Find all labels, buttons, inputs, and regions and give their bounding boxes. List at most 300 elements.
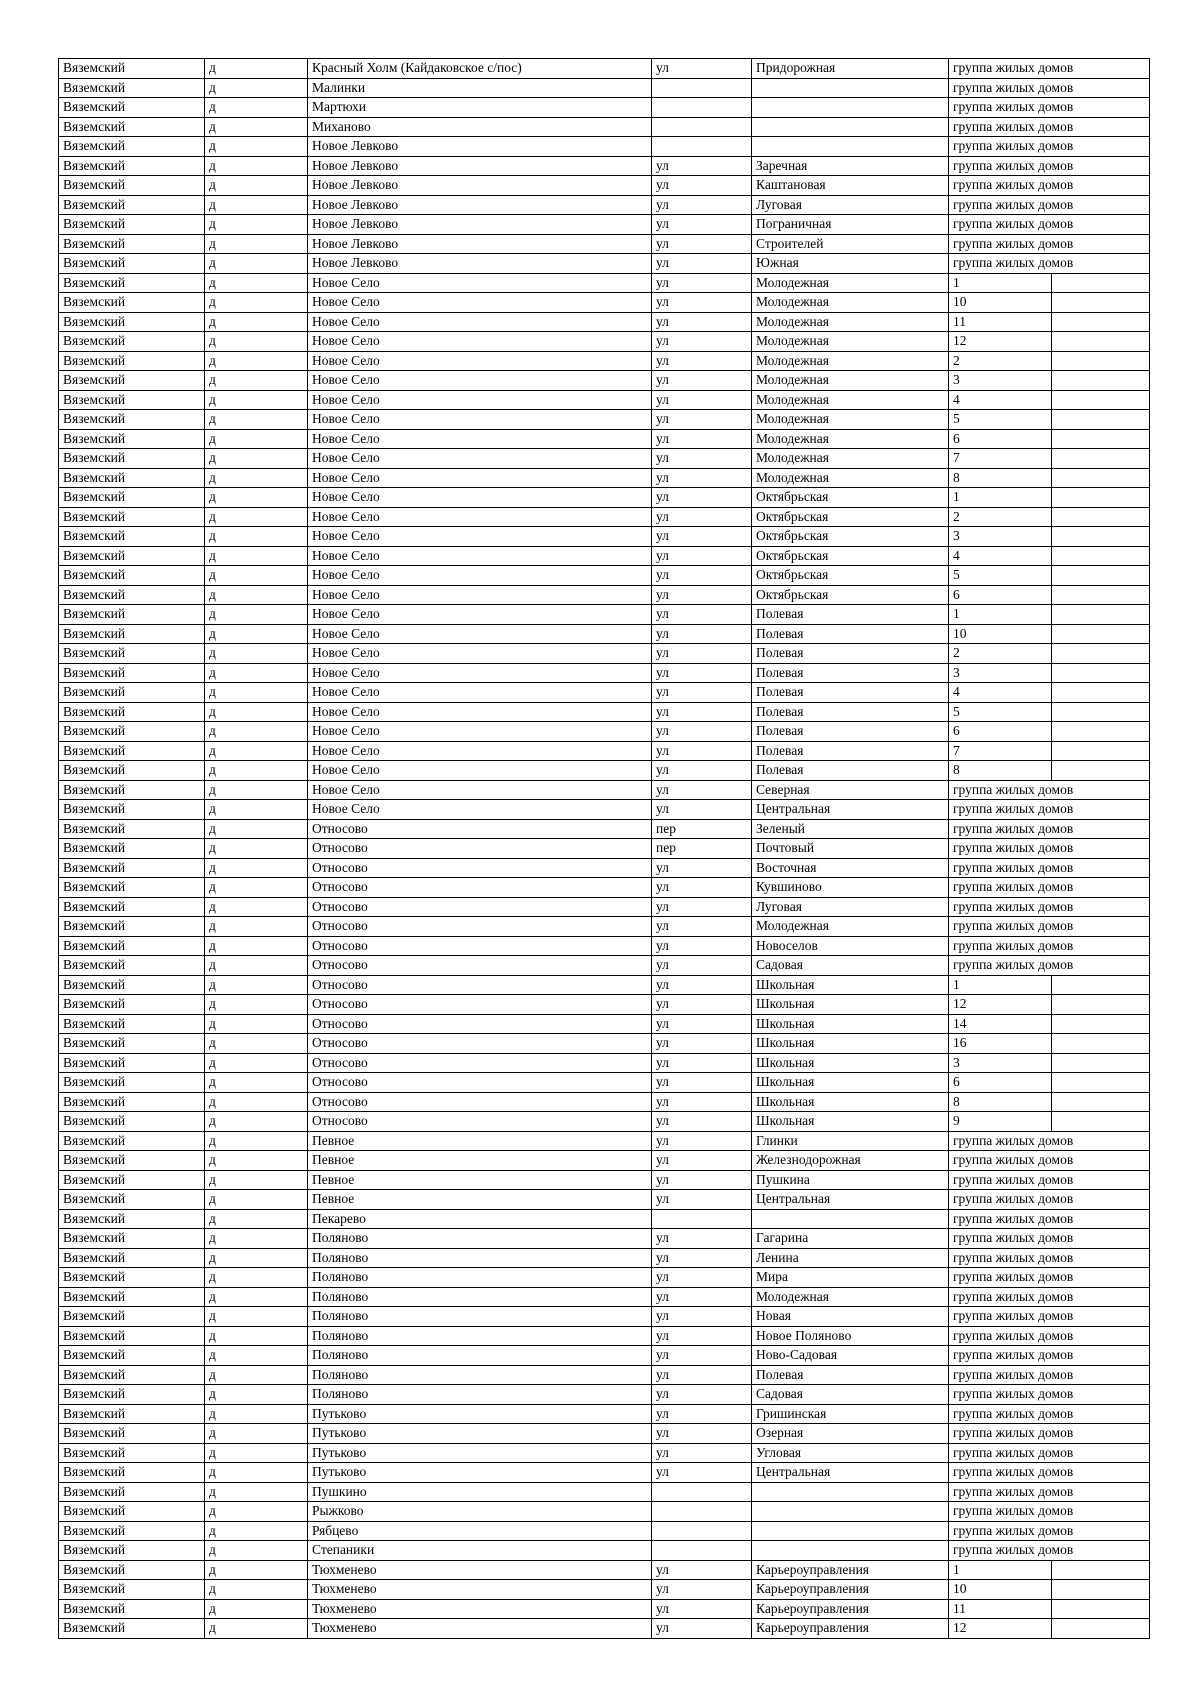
street-cell: Молодежная [752,917,949,937]
table-row [59,488,1150,508]
table-row [59,878,1150,898]
settlement-type-cell: д [205,78,308,98]
settlement-type-cell: д [205,1599,308,1619]
table-row [59,1307,1150,1327]
table-row [59,975,1150,995]
street-cell: Садовая [752,1385,949,1405]
house-number-cell: 8 [949,761,1052,781]
district-cell: Вяземский [59,1053,205,1073]
house-group-cell: группа жилых домов [949,1170,1150,1190]
table-row [59,234,1150,254]
empty-cell [1052,761,1150,781]
table-row [59,1190,1150,1210]
street-type-cell: ул [652,995,752,1015]
house-group-cell: группа жилых домов [949,195,1150,215]
empty-cell [1052,975,1150,995]
table-row [59,858,1150,878]
street-type-cell: ул [652,605,752,625]
house-number-cell: 12 [949,1619,1052,1639]
settlement-cell: Относово [308,975,652,995]
street-type-cell: ул [652,488,752,508]
table-row [59,566,1150,586]
district-cell: Вяземский [59,1541,205,1561]
settlement-type-cell: д [205,195,308,215]
house-number-cell: 1 [949,605,1052,625]
district-cell: Вяземский [59,644,205,664]
street-type-cell: ул [652,195,752,215]
settlement-type-cell: д [205,410,308,430]
house-group-cell: группа жилых домов [949,1346,1150,1366]
street-cell: Молодежная [752,312,949,332]
street-type-cell: ул [652,527,752,547]
street-cell: Полевая [752,624,949,644]
house-group-cell: группа жилых домов [949,1521,1150,1541]
house-number-cell: 9 [949,1112,1052,1132]
street-type-cell: ул [652,1463,752,1483]
house-group-cell: группа жилых домов [949,215,1150,235]
settlement-cell: Новое Левково [308,254,652,274]
street-cell [752,98,949,118]
house-number-cell: 3 [949,663,1052,683]
house-number-cell: 3 [949,371,1052,391]
settlement-type-cell: д [205,371,308,391]
settlement-cell: Поляново [308,1307,652,1327]
settlement-type-cell: д [205,1073,308,1093]
settlement-cell: Певное [308,1131,652,1151]
street-type-cell: ул [652,702,752,722]
settlement-type-cell: д [205,527,308,547]
settlement-type-cell: д [205,117,308,137]
settlement-type-cell: д [205,234,308,254]
empty-cell [1052,702,1150,722]
settlement-type-cell: д [205,312,308,332]
settlement-cell: Путьково [308,1463,652,1483]
street-type-cell: ул [652,312,752,332]
settlement-type-cell: д [205,644,308,664]
street-type-cell: ул [652,468,752,488]
table-row [59,1385,1150,1405]
street-type-cell: ул [652,1560,752,1580]
street-type-cell: ул [652,1092,752,1112]
house-number-cell: 11 [949,1599,1052,1619]
district-cell: Вяземский [59,858,205,878]
table-row [59,917,1150,937]
street-type-cell: ул [652,156,752,176]
table-row [59,273,1150,293]
district-cell: Вяземский [59,1385,205,1405]
district-cell: Вяземский [59,546,205,566]
settlement-type-cell: д [205,59,308,79]
district-cell: Вяземский [59,1268,205,1288]
house-group-cell: группа жилых домов [949,1482,1150,1502]
settlement-cell: Относово [308,1014,652,1034]
street-cell: Октябрьская [752,566,949,586]
settlement-cell: Поляново [308,1287,652,1307]
street-type-cell: ул [652,1073,752,1093]
empty-cell [1052,312,1150,332]
house-group-cell: группа жилых домов [949,1404,1150,1424]
table-row [59,605,1150,625]
street-type-cell: ул [652,956,752,976]
district-cell: Вяземский [59,371,205,391]
settlement-cell: Новое Село [308,390,652,410]
street-cell [752,137,949,157]
table-row [59,390,1150,410]
table-row [59,1560,1150,1580]
settlement-cell: Мартюхи [308,98,652,118]
house-group-cell: группа жилых домов [949,156,1150,176]
settlement-type-cell: д [205,390,308,410]
settlement-cell: Относово [308,995,652,1015]
empty-cell [1052,371,1150,391]
street-type-cell: ул [652,1346,752,1366]
street-type-cell: пер [652,819,752,839]
house-number-cell: 5 [949,410,1052,430]
street-type-cell: ул [652,936,752,956]
settlement-type-cell: д [205,1619,308,1639]
district-cell: Вяземский [59,488,205,508]
district-cell: Вяземский [59,59,205,79]
street-type-cell: ул [652,1170,752,1190]
table-row [59,156,1150,176]
street-type-cell: ул [652,585,752,605]
district-cell: Вяземский [59,702,205,722]
settlement-type-cell: д [205,585,308,605]
district-cell: Вяземский [59,254,205,274]
street-type-cell: ул [652,761,752,781]
street-type-cell: ул [652,234,752,254]
house-number-cell: 1 [949,488,1052,508]
street-type-cell: ул [652,59,752,79]
settlement-cell: Тюхменево [308,1580,652,1600]
street-type-cell: ул [652,1034,752,1054]
district-cell: Вяземский [59,215,205,235]
district-cell: Вяземский [59,780,205,800]
street-type-cell [652,1482,752,1502]
house-group-cell: группа жилых домов [949,137,1150,157]
street-cell: Полевая [752,702,949,722]
settlement-cell: Новое Село [308,429,652,449]
table-row [59,410,1150,430]
district-cell: Вяземский [59,117,205,137]
street-cell: Школьная [752,1112,949,1132]
house-group-cell: группа жилых домов [949,936,1150,956]
district-cell: Вяземский [59,995,205,1015]
district-cell: Вяземский [59,1502,205,1522]
settlement-cell: Относово [308,1034,652,1054]
table-row [59,1463,1150,1483]
house-group-cell: группа жилых домов [949,839,1150,859]
street-type-cell: ул [652,332,752,352]
house-number-cell: 6 [949,429,1052,449]
street-type-cell: ул [652,1229,752,1249]
settlement-type-cell: д [205,507,308,527]
table-row [59,663,1150,683]
table-row [59,624,1150,644]
street-cell: Полевая [752,741,949,761]
house-number-cell: 2 [949,644,1052,664]
district-cell: Вяземский [59,1190,205,1210]
table-row [59,1443,1150,1463]
house-group-cell: группа жилых домов [949,1365,1150,1385]
settlement-cell: Новое Село [308,644,652,664]
table-row [59,644,1150,664]
house-number-cell: 16 [949,1034,1052,1054]
empty-cell [1052,449,1150,469]
empty-cell [1052,351,1150,371]
house-number-cell: 10 [949,1580,1052,1600]
house-number-cell: 7 [949,741,1052,761]
house-number-cell: 10 [949,624,1052,644]
district-cell: Вяземский [59,936,205,956]
table-row [59,546,1150,566]
street-cell: Глинки [752,1131,949,1151]
street-cell: Карьероуправления [752,1580,949,1600]
settlement-type-cell: д [205,254,308,274]
district-cell: Вяземский [59,683,205,703]
settlement-type-cell: д [205,1053,308,1073]
house-number-cell: 4 [949,546,1052,566]
street-type-cell: ул [652,722,752,742]
settlement-type-cell: д [205,1385,308,1405]
district-cell: Вяземский [59,1287,205,1307]
table-row [59,780,1150,800]
table-row [59,702,1150,722]
settlement-cell: Новое Село [308,702,652,722]
empty-cell [1052,605,1150,625]
street-type-cell: ул [652,254,752,274]
district-cell: Вяземский [59,1151,205,1171]
street-cell: Школьная [752,1053,949,1073]
district-cell: Вяземский [59,1346,205,1366]
table-row [59,1482,1150,1502]
table-row [59,98,1150,118]
street-cell: Полевая [752,663,949,683]
district-cell: Вяземский [59,156,205,176]
street-cell: Октябрьская [752,527,949,547]
table-row [59,1404,1150,1424]
street-cell [752,1502,949,1522]
settlement-type-cell: д [205,1112,308,1132]
table-row [59,761,1150,781]
settlement-type-cell: д [205,800,308,820]
street-type-cell: ул [652,917,752,937]
street-cell: Молодежная [752,371,949,391]
street-type-cell: ул [652,351,752,371]
district-cell: Вяземский [59,1580,205,1600]
street-type-cell: ул [652,683,752,703]
street-cell: Центральная [752,800,949,820]
settlement-type-cell: д [205,819,308,839]
settlement-cell: Тюхменево [308,1599,652,1619]
street-cell: Зеленый [752,819,949,839]
street-cell: Гагарина [752,1229,949,1249]
street-type-cell: ул [652,858,752,878]
house-group-cell: группа жилых домов [949,1502,1150,1522]
house-number-cell: 14 [949,1014,1052,1034]
street-type-cell [652,117,752,137]
settlement-cell: Путьково [308,1424,652,1444]
district-cell: Вяземский [59,1560,205,1580]
empty-cell [1052,741,1150,761]
table-row [59,1599,1150,1619]
street-type-cell: ул [652,1190,752,1210]
settlement-type-cell: д [205,566,308,586]
table-row [59,683,1150,703]
street-cell: Озерная [752,1424,949,1444]
settlement-type-cell: д [205,98,308,118]
street-cell: Новое Поляново [752,1326,949,1346]
table-row [59,1092,1150,1112]
settlement-type-cell: д [205,956,308,976]
address-table [58,58,1150,1639]
district-cell: Вяземский [59,1014,205,1034]
table-row [59,995,1150,1015]
settlement-cell: Относово [308,1112,652,1132]
street-cell: Заречная [752,156,949,176]
district-cell: Вяземский [59,351,205,371]
table-row [59,741,1150,761]
street-cell: Школьная [752,1073,949,1093]
street-cell: Карьероуправления [752,1619,949,1639]
street-type-cell: ул [652,293,752,313]
street-type-cell: ул [652,176,752,196]
settlement-cell: Новое Село [308,800,652,820]
table-row [59,195,1150,215]
table-row [59,1619,1150,1639]
empty-cell [1052,429,1150,449]
house-number-cell: 6 [949,585,1052,605]
house-number-cell: 10 [949,293,1052,313]
house-number-cell: 4 [949,390,1052,410]
house-group-cell: группа жилых домов [949,1385,1150,1405]
street-cell: Железнодорожная [752,1151,949,1171]
table-row [59,449,1150,469]
street-cell: Луговая [752,195,949,215]
street-cell: Молодежная [752,293,949,313]
house-group-cell: группа жилых домов [949,1190,1150,1210]
empty-cell [1052,332,1150,352]
district-cell: Вяземский [59,624,205,644]
house-group-cell: группа жилых домов [949,176,1150,196]
empty-cell [1052,1034,1150,1054]
district-cell: Вяземский [59,585,205,605]
settlement-type-cell: д [205,683,308,703]
district-cell: Вяземский [59,1463,205,1483]
settlement-type-cell: д [205,1287,308,1307]
table-row [59,897,1150,917]
settlement-cell: Новое Левково [308,156,652,176]
settlement-cell: Новое Село [308,468,652,488]
district-cell: Вяземский [59,527,205,547]
settlement-cell: Новое Село [308,605,652,625]
empty-cell [1052,624,1150,644]
empty-cell [1052,488,1150,508]
settlement-cell: Степаники [308,1541,652,1561]
settlement-type-cell: д [205,1034,308,1054]
settlement-cell: Новое Село [308,624,652,644]
district-cell: Вяземский [59,410,205,430]
table-row [59,1053,1150,1073]
street-cell: Полевая [752,1365,949,1385]
district-cell: Вяземский [59,663,205,683]
house-group-cell: группа жилых домов [949,956,1150,976]
street-cell [752,1209,949,1229]
settlement-cell: Новое Село [308,293,652,313]
district-cell: Вяземский [59,137,205,157]
house-number-cell: 1 [949,1560,1052,1580]
street-type-cell: ул [652,1580,752,1600]
street-cell: Пушкина [752,1170,949,1190]
district-cell: Вяземский [59,761,205,781]
house-number-cell: 11 [949,312,1052,332]
settlement-cell: Поляново [308,1248,652,1268]
table-row [59,1248,1150,1268]
street-cell: Пограничная [752,215,949,235]
district-cell: Вяземский [59,98,205,118]
street-cell: Ленина [752,1248,949,1268]
street-type-cell: ул [652,1619,752,1639]
house-group-cell: группа жилых домов [949,1248,1150,1268]
street-type-cell: ул [652,1599,752,1619]
settlement-cell: Новое Село [308,741,652,761]
settlement-cell: Новое Село [308,585,652,605]
empty-cell [1052,1580,1150,1600]
settlement-type-cell: д [205,605,308,625]
district-cell: Вяземский [59,234,205,254]
settlement-type-cell: д [205,1248,308,1268]
settlement-type-cell: д [205,702,308,722]
street-cell: Кувшиново [752,878,949,898]
table-row [59,1131,1150,1151]
house-group-cell: группа жилых домов [949,234,1150,254]
street-type-cell: ул [652,741,752,761]
house-number-cell: 8 [949,1092,1052,1112]
street-cell: Школьная [752,1014,949,1034]
settlement-cell: Певное [308,1170,652,1190]
street-cell: Октябрьская [752,546,949,566]
house-number-cell: 3 [949,1053,1052,1073]
table-row [59,1151,1150,1171]
street-cell [752,1482,949,1502]
house-number-cell: 5 [949,702,1052,722]
empty-cell [1052,1599,1150,1619]
house-group-cell: группа жилых домов [949,1463,1150,1483]
district-cell: Вяземский [59,1443,205,1463]
table-row [59,351,1150,371]
street-cell: Садовая [752,956,949,976]
table-row [59,429,1150,449]
empty-cell [1052,722,1150,742]
table-row [59,1502,1150,1522]
street-type-cell: пер [652,839,752,859]
district-cell: Вяземский [59,293,205,313]
district-cell: Вяземский [59,1599,205,1619]
house-number-cell: 3 [949,527,1052,547]
street-type-cell: ул [652,1112,752,1132]
settlement-cell: Новое Село [308,761,652,781]
street-cell: Гришинская [752,1404,949,1424]
street-cell: Полевая [752,605,949,625]
house-group-cell: группа жилых домов [949,1229,1150,1249]
street-cell: Школьная [752,1092,949,1112]
district-cell: Вяземский [59,1131,205,1151]
settlement-type-cell: д [205,1580,308,1600]
empty-cell [1052,566,1150,586]
settlement-cell: Новое Село [308,722,652,742]
house-group-cell: группа жилых домов [949,1268,1150,1288]
district-cell: Вяземский [59,78,205,98]
